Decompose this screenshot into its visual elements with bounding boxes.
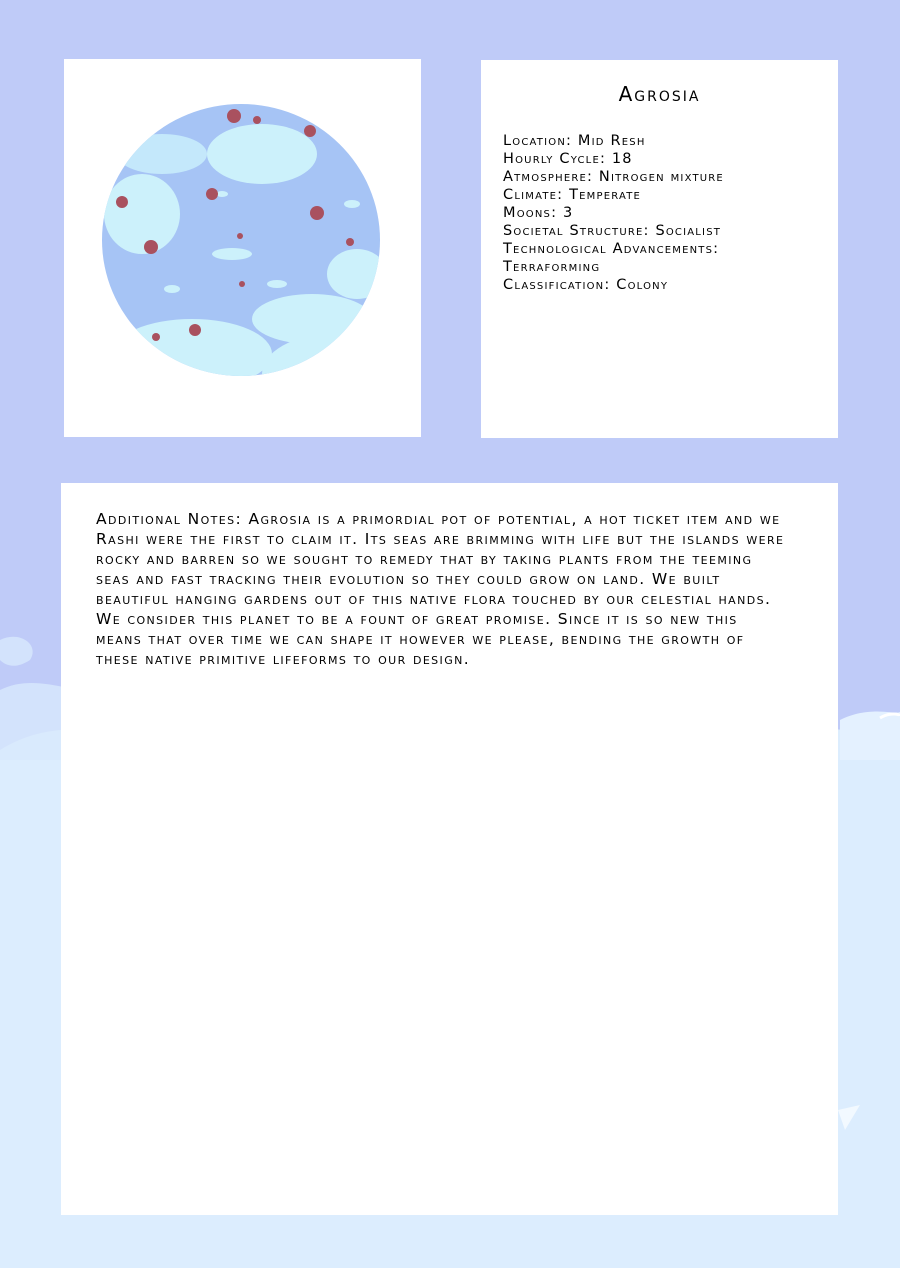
planet-illustration: [102, 104, 380, 376]
stat-location: Location: Mid Resh: [503, 133, 646, 149]
stat-moons: Moons: 3: [503, 205, 574, 221]
stat-hourly-cycle: Hourly Cycle: 18: [503, 151, 633, 167]
stat-technological-advancements: Technological Advancements:: [503, 241, 720, 257]
stat-technological-advancements-value: Terraforming: [503, 259, 601, 275]
stat-climate: Climate: Temperate: [503, 187, 642, 203]
additional-notes-panel: [61, 483, 838, 1215]
notes-label: Additional Notes:: [96, 510, 243, 528]
planet-title: Agrosia: [618, 82, 701, 106]
planet-image-panel: [64, 59, 421, 437]
planet-stats-list: [503, 132, 833, 294]
planet-info-panel: [481, 60, 838, 438]
notes-body: Agrosia is a primordial pot of potential, a hot ticket item and we Rashi were the first to claim it. Its seas are brimming with life but the islands were rocky and barren so we sought to remedy that by taking plants from the teeming seas and fast tracking their evolution so they could grow on land. We built beautiful hanging gardens out of this native flora touched by our celestial hands. We consider this planet to be a fount of great promise. Since it is so new this means that over time we can shape it however we please, bending the growth of these native primitive lifeforms to our design.: [96, 510, 785, 668]
stat-classification: Classification: Colony: [503, 277, 669, 293]
stat-atmosphere: Atmosphere: Nitrogen mixture: [503, 169, 724, 185]
stat-societal-structure: Societal Structure: Socialist: [503, 223, 722, 239]
additional-notes: [96, 509, 786, 669]
